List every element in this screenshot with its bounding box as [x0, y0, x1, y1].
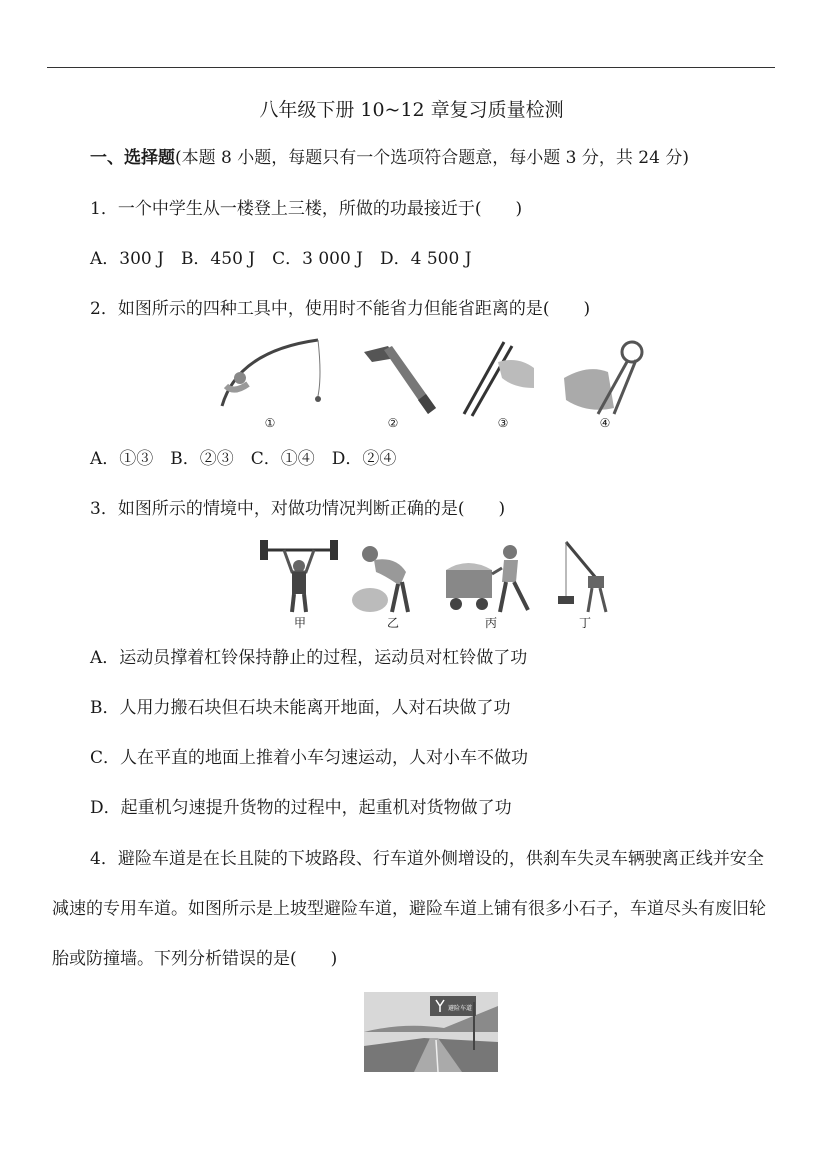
q1-options: A．300 J B．450 J C．3 000 J D．4 500 J	[90, 249, 472, 269]
q3-caption-2: 乙	[386, 616, 399, 630]
escape-ramp-photo	[364, 992, 498, 1072]
q3-option-b: B．人用力搬石块但石块未能离开地面，人对石块做了功	[90, 698, 511, 718]
fishing-rod-image	[218, 336, 328, 418]
header-rule	[47, 67, 775, 68]
tool-with-hand-image	[558, 338, 648, 418]
q4-stem: 4．避险车道是在长且陡的下坡路段、行车道外侧增设的，供刹车失灵车辆驶离正线并安全减速的专用车道。如图所示是上坡型避险车道，避险车道上铺有很多小石子，车道尽头有废旧轮胎或防撞墙。下列分析错误的是( )	[52, 849, 766, 969]
q3-caption-3: 丙	[484, 616, 497, 630]
q3-option-a: A．运动员撑着杠铃保持静止的过程，运动员对杠铃做了功	[90, 648, 528, 668]
section-heading-line	[90, 146, 689, 170]
section-note: (本题 8 小题，每题只有一个选项符合题意，每小题 3 分，共 24 分)	[175, 148, 689, 168]
person-pushing-cart-image	[440, 542, 540, 614]
q3-caption-4: 丁	[578, 616, 591, 630]
section-heading: 一、选择题	[90, 148, 175, 168]
chopsticks-image	[458, 338, 538, 418]
q2-caption-3: ③	[497, 416, 509, 430]
ramp-sign-text: 避险车道	[448, 1005, 473, 1012]
q3-stem: 3．如图所示的情境中，对做功情况判断正确的是( )	[90, 499, 506, 519]
q2-caption-4: ④	[599, 416, 611, 430]
q2-caption-1: ①	[264, 416, 276, 430]
q3-caption-1: 甲	[293, 616, 306, 630]
q2-stem: 2．如图所示的四种工具中，使用时不能省力但能省距离的是( )	[90, 299, 591, 319]
q2-options: A．①③ B．②③ C．①④ D．②④	[90, 449, 397, 469]
q3-option-c: C．人在平直的地面上推着小车匀速运动，人对小车不做功	[90, 748, 529, 768]
weightlifter-image	[256, 538, 342, 614]
person-lifting-rock-image	[350, 542, 426, 614]
q1-stem: 1．一个中学生从一楼登上三楼，所做的功最接近于( )	[90, 199, 523, 219]
hammer-image	[358, 338, 438, 418]
crane-image	[552, 538, 612, 614]
q2-caption-2: ②	[387, 416, 399, 430]
q3-option-d: D．起重机匀速提升货物的过程中，起重机对货物做了功	[90, 798, 512, 818]
page-title: 八年级下册 10~12 章复习质量检测	[259, 99, 564, 121]
